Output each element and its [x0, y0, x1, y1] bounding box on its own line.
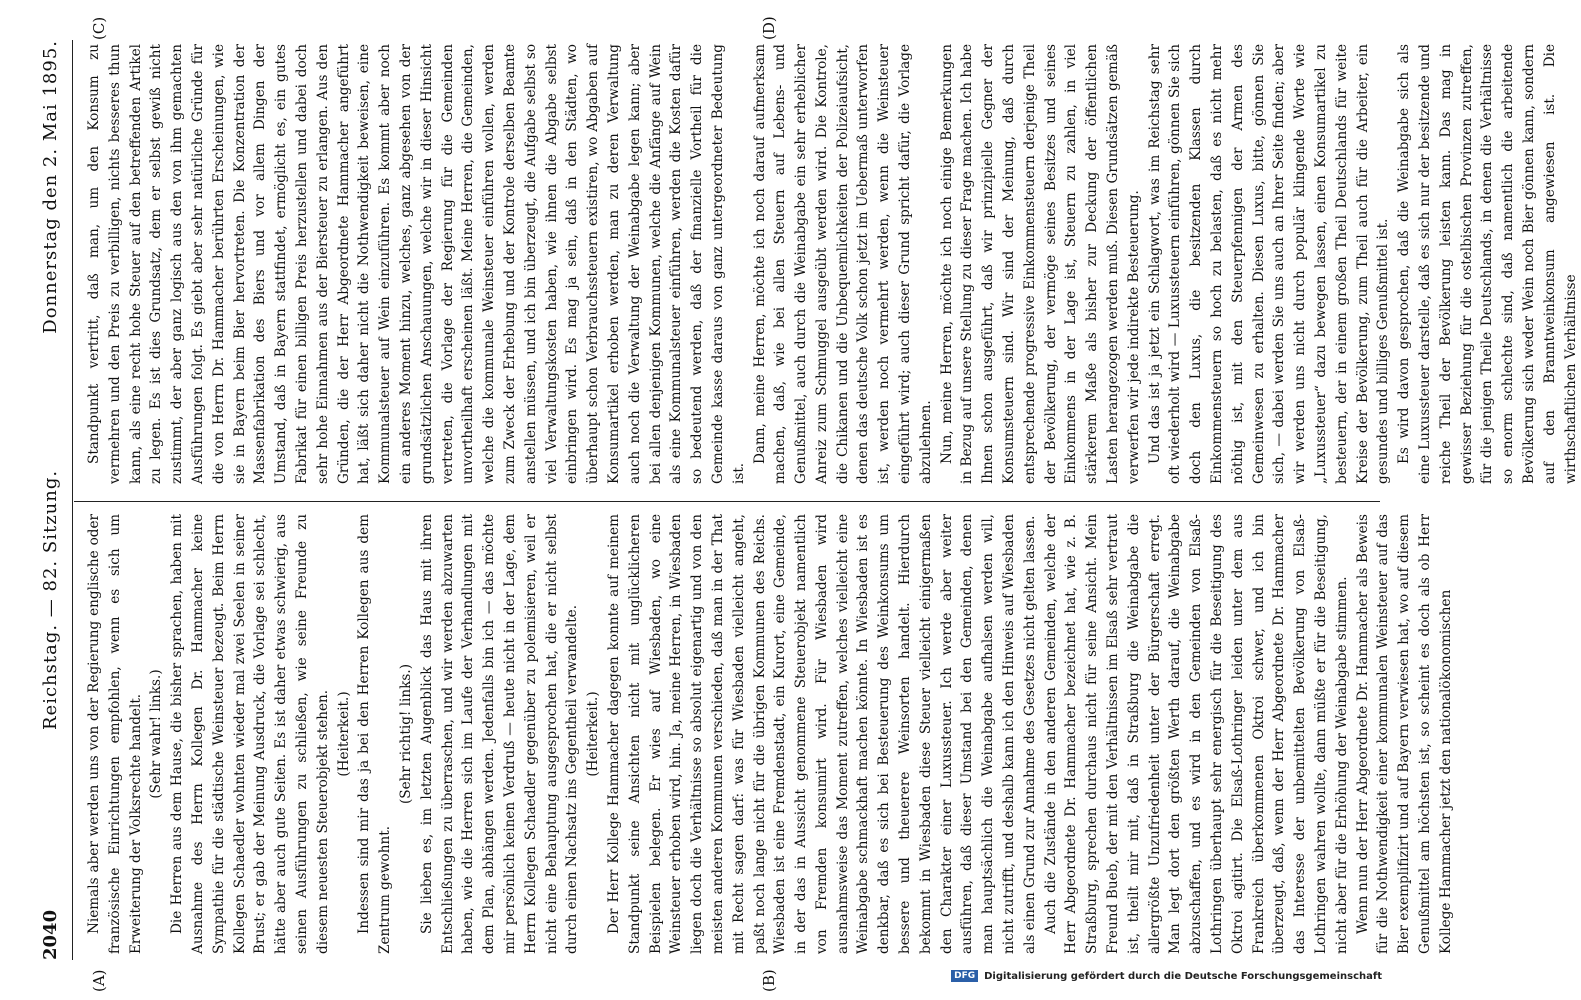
- page-number: 2040: [40, 909, 61, 960]
- digitization-credit-text: Digitalisierung gefördert durch die Deutsche Forschungsgemeinschaft: [984, 970, 1382, 982]
- interjection: (Sehr wahr! links.): [148, 669, 165, 799]
- left-column: [84, 514, 1454, 954]
- header-session: Reichstag. — 82. Sitzung.: [40, 469, 61, 730]
- column-divider: [74, 501, 1380, 502]
- page-header: [40, 40, 68, 960]
- paragraph: Die Herren aus dem Hause, die bisher sprachen, haben mit Ausnahme des Herrn Kollegen Dr. Hammacher keine Sympathie für die städtische Weinsteuer bezeugt. Beim Herrn Kollegen Schaedler wohnten wieder mal zwei Seelen in seiner Brust; er gab der Meinung Ausdruck, die Vorlage sei schlecht, hätte aber auch gute Seiten. Es ist daher etwas schwierig, aus seinen Ausführungen zu schließen, wie seine Freunde zu diesem neuesten Steuerobjekt stehen.: [169, 514, 331, 954]
- margin-marker-a: (A): [90, 969, 108, 992]
- interjection: (Heiterkeit.): [335, 691, 352, 777]
- paragraph: Standpunkt vertritt, daß man, um den Konsum zu vermehren und den Preis zu verbilligen, nichts besseres thun kann, als eine recht hohe Steuer auf den betreffenden Artikel zu legen. Es ist dies Grundsatz, dem er selbst gewiß nicht zustimmt, der aber ganz logisch aus den von ihm gemachten Ausführungen folgt. Es giebt aber sehr natürliche Gründe für die von Herrn Dr. Hammacher berührten Erscheinungen, wie sie in Bayern beim Bier hervortreten. Die Konzentration der Massenfabrikation des Biers und vor allem Dingen der Umstand, daß in Bayern stattfindet, ermöglicht es, ein gutes Fabrikat für einen billigen Preis herzustellen und dabei doch sehr hohe Einnahmen aus der Biersteuer zu erlangen. Aus den Gründen, die der Herr Abgeordnete Hammacher angeführt hat, läßt sich daher nicht die Nothwendigkeit beweisen, eine Kommunalsteuer auf Wein einzuführen. Es kommt aber noch ein anderes Moment hinzu, welches, ganz abgesehen von der grundsätzlichen Anschauungen, welche wir in dieser Hinsicht vertreten, die Vorlage der Regierung für die Gemeinden unvortheilhaft erscheinen läßt. Meine Herren, die Gemeinden, welche die kommunale Weinsteuer einführen wollen, werden zum Zweck der Erhebung und der Kontrole derselben Beamte anstellen müssen, und ich bin überzeugt, die Aufgabe selbst so viel Verwaltungskosten haben, wie ihnen die Abgabe selbst einbringen wird. Es mag ja sein, daß in den Städten, wo überhaupt schon Verbrauchssteuern existiren, wo Abgaben auf Konsumartikel erhoben werden, man zu deren Verwaltung auch noch die Verwaltung der Weinabgabe legen kann; aber bei allen denjenigen Kommunen, welche die Anfänge auf Wein als eine Kommunalsteuer einführen, werden die Kosten dafür so bedeutend werden, daß der finanzielle Vortheil für die Gemeinde kasse daraus von ganz untergeordneter Bedeutung ist.: [86, 44, 747, 484]
- paragraph: Und das ist ja jetzt ein Schlagwort, was im Reichstag sehr oft wiederholt wird — Luxussteuern einführen, gönnen Sie sich doch den Luxus, die besitzenden Klassen durch Einkommensteuern so hoch zu belasten, daß es nicht mehr nöthig ist, mit den Steuerpfennigen der Armen des Gemeinwesen zu erhalten. Diesen Luxus, bitte, gönnen Sie sich, — dabei werden Sie uns auch an Ihrer Seite finden; aber wir werden uns nicht durch populär klingende Worte wie „Luxussteuer“ dazu bewegen lassen, einen Konsumartikel zu besteuern, der in einem großen Theil Deutschlands für weite Kreise der Bevölkerung, zum Theil auch für die Arbeiter, ein gesundes und billiges Genußmittel ist.: [1146, 44, 1392, 484]
- margin-marker-c: (C): [90, 16, 108, 40]
- margin-marker-d: (D): [760, 16, 778, 40]
- paragraph: Dann, meine Herren, möchte ich noch darauf aufmerksam machen, daß, wie bei allen Steuern auf Lebens- und Genußmittel, auch durch die Weinabgabe ein sehr erheblicher Anreiz zum Schmuggel ausgeübt werden wird. Die Kontrole, die Chikanen und die Unbequemlichkeiten der Polizeiaufsicht, denen das deutsche Volk schon jetzt im Uebermaß unterworfen ist, werden noch vermehrt werden, wenn die Weinsteuer eingeführt wird; auch dieser Grund spricht dafür, die Vorlage abzulehnen.: [751, 44, 934, 484]
- paragraph: Auch die Zustände in den anderen Gemeinden, welche der Herr Abgeordnete Dr. Hammacher bezeichnet hat, wie z. B. Straßburg, sprechen durchaus nicht für seine Ansicht. Mein Freund Bueb, der mit den Verhältnissen im Elsaß sehr vertraut ist, theilt mir mit, daß in Straßburg die Weinabgabe die allergrößte Unzufriedenheit unter der Bürgerschaft erregt. Man legt dort den größten Werth darauf, die Weinabgabe abzuschaffen, und es wird in den Gemeinden von Elsaß-Lothringen überhaupt sehr energisch für die Beseitigung des Oktroi agitirt. Die Elsaß-Lothringer leiden unter dem aus Frankreich überkommenen Oktroi schwer, und ich bin überzeugt, daß, wenn der Herr Abgeordnete Dr. Hammacher das Interesse der unbemittelten Bevölkerung von Elsaß-Lothringen wahren wollte, dann müßte er für die Beseitigung, nicht aber für die Erhöhung der Weinabgabe stimmen.: [1042, 514, 1350, 954]
- dfg-logo: DFG: [951, 970, 978, 982]
- paragraph: Wenn nun der Herr Abgeordnete Dr. Hammacher als Beweis für die Nothwendigkeit einer kommunalen Weinsteuer auf das Bier exemplifizirt und auf Bayern verwiesen hat, wo auf diesem Genußmittel am höchsten ist, so scheint es doch als ob Herr Kollege Hammacher jetzt den nationalökonomischen: [1354, 514, 1454, 954]
- interjection: (Sehr richtig! links.): [397, 663, 414, 805]
- digitization-credit: [951, 970, 1382, 982]
- paragraph: Nun, meine Herren, möchte ich noch einige Bemerkungen in Bezug auf unsere Stellung zu dieser Frage machen. Ich habe Ihnen schon ausgeführt, daß wir prinzipielle Gegner der Konsumsteuern sind. Wir sind der Meinung, daß durch entsprechende progressive Einkommensteuern derjenige Theil der Bevölkerung, der vermöge seines Besitzes und seines Einkommens in der Lage ist, Steuern zu zahlen, in viel stärkerem Maße als bisher zur Deckung der öffentlichen Lasten herangezogen werden muß. Diesen Grundsätzen gemäß verwerfen wir jede indirekte Besteuerung.: [938, 44, 1142, 484]
- paragraph: Indessen sind mir das ja bei den Herren Kollegen aus dem Zentrum gewohnt.: [356, 514, 394, 954]
- paragraph: Es wird davon gesprochen, daß die Weinabgabe sich als eine Luxussteuer darstelle, daß es sich nur der besitzende und reiche Theil der Bevölkerung leisten kann. Das mag in gewisser Beziehung für die ostelbischen Provinzen zutreffen, für die jenigen Theile Deutschlands, in denen die Verhältnisse so enorm schlechte sind, daß namentlich die arbeitende Bevölkerung sich weder Wein noch Bier gönnen kann, sondern auf den Branntweinkonsum angewiesen ist. Die wirthschaftlichen Verhältnisse: [1396, 44, 1579, 484]
- margin-marker-b: (B): [760, 969, 778, 992]
- paragraph: Sie lieben es, im letzten Augenblick das Haus mit ihren Entschließungen zu überraschen, und wir werden abzuwarten haben, wie die Herren sich im Laufe der Verhandlungen mit dem Plan, abhängen werden. Jedenfalls bin ich — das möchte mir persönlich keinen Verdruß — heute nicht in der Lage, dem Herrn Kollegen Schaedler gegenüber zu polemisieren, weil er nicht eine Behauptung ausgesprochen hat, die er nicht selbst durch einen Nachsatz ins Gegentheil verwandelte.: [418, 514, 581, 954]
- interjection: (Heiterkeit.): [585, 691, 602, 777]
- header-rule: [72, 40, 73, 960]
- right-column: [84, 44, 1579, 484]
- header-date: Donnerstag den 2. Mai 1895.: [40, 40, 61, 334]
- paragraph: Niemals aber werden uns von der Regierung englische oder französische Einrichtungen empfohlen, wenn es sich um Erweiterung der Volksrechte handelt.: [86, 514, 144, 954]
- paragraph: Der Herr Kollege Hammacher dagegen konnte auf meinem Standpunkt seine Ansichten nicht mit unglücklicheren Beispielen belegen. Er wies auf Wiesbaden, wo eine Weinsteuer erhoben wird, hin. Ja, meine Herren, in Wiesbaden liegen doch die Verhältnisse so absolut eigenartig und von den meisten anderen Kommunen verschieden, daß man in der That mit Recht sagen darf: was für Wiesbaden vielleicht angeht, paßt noch lange nicht für die übrigen Kommunen des Reichs. Wiesbaden ist eine Fremdenstadt, ein Kurort, eine Gemeinde, in der das in Aussicht genommene Steuerobjekt namentlich von Fremden konsumirt wird. Für Wiesbaden wird ausnahmsweise das Moment zutreffen, welches vielleicht eine Weinabgabe schmackhaft machen könnte. In Wiesbaden ist es denkbar, daß es sich bei Besteuerung des Weinkonsums um bessere und theuerere Weinsorten handelt. Hierdurch bekommt in Wiesbaden diese Steuer vielleicht einigermaßen den Charakter einer Luxussteuer. Ich werde aber weiter ausführen, daß dieser Umstand bei den Gemeinden, denen man hauptsächlich die Weinabgabe aufhalsen werden will, nicht zutrifft, und deshalb kann ich den Hinweis auf Wiesbaden als einen Grund zur Annahme des Gesetzes nicht gelten lassen.: [605, 514, 1038, 954]
